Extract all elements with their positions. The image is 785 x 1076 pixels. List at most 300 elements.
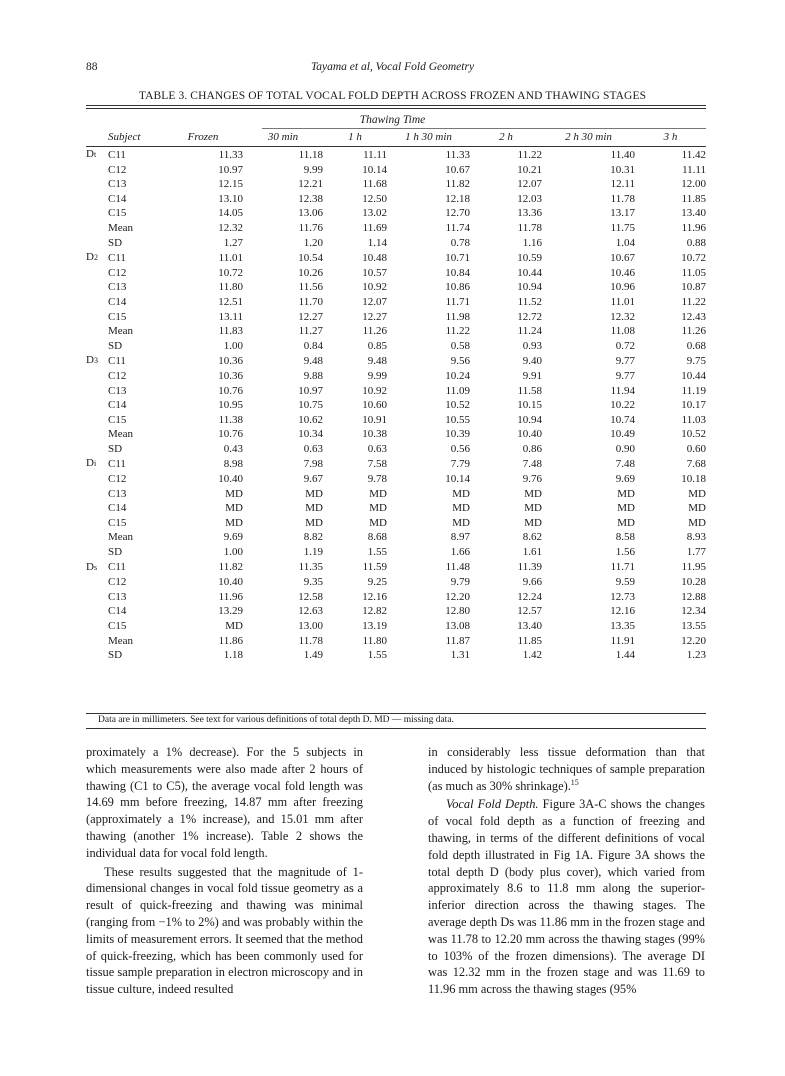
table-cell: 10.28 (681, 576, 706, 589)
table-cell: 11.40 (610, 148, 635, 161)
table-row (86, 266, 706, 281)
table-cell: 1.56 (615, 546, 635, 559)
table-cell: 10.40 (218, 473, 243, 486)
group-label-empty (86, 442, 108, 457)
table-cell: 9.77 (615, 369, 635, 382)
table-cell: 1.42 (522, 649, 542, 662)
body-paragraph (428, 796, 705, 998)
group-label-empty (86, 236, 108, 251)
table-cell: 7.58 (367, 457, 387, 470)
group-label-main: D (86, 354, 94, 367)
group-label-empty (86, 221, 108, 236)
group-label-empty (86, 384, 108, 399)
table-cell: 13.08 (445, 620, 470, 632)
table-cell: 11.86 (218, 634, 243, 647)
table-row (86, 545, 706, 560)
table-cell: MD (369, 487, 387, 500)
table-cell: 11.33 (445, 148, 470, 161)
table-cell: 10.60 (362, 399, 387, 412)
group-label-empty (86, 206, 108, 221)
group-label-empty (86, 530, 108, 545)
row-subject: C12 (108, 369, 127, 382)
table-cell: 11.33 (218, 148, 243, 161)
table-cell: 11.91 (610, 634, 635, 647)
table-cell: 10.97 (218, 163, 243, 176)
table-row (86, 206, 706, 221)
table-row (86, 472, 706, 487)
table-cell: MD (305, 502, 323, 515)
table-cell: MD (617, 487, 635, 500)
row-subject: C15 (108, 516, 127, 529)
group-label-main: D (86, 560, 94, 573)
table-cell: 10.67 (445, 163, 470, 176)
table-cell: 9.75 (686, 354, 706, 367)
table-row (86, 384, 706, 399)
table-title: TABLE 3. CHANGES OF TOTAL VOCAL FOLD DEPTH ACROSS FROZEN AND THAWING STAGES (138, 90, 647, 102)
table-cell: 9.91 (522, 369, 542, 382)
group-label-empty (86, 516, 108, 531)
table-cell: 12.80 (445, 605, 470, 618)
table-cell: 12.27 (362, 310, 387, 323)
table-cell: 12.20 (681, 634, 706, 647)
table-cell: 12.18 (445, 192, 470, 205)
column-header: Subject (108, 131, 141, 143)
table-row (86, 280, 706, 295)
table-cell: 10.36 (218, 369, 243, 382)
group-label-empty (86, 545, 108, 560)
table-row (86, 487, 706, 502)
column-header: 2 h (499, 131, 513, 143)
group-label-empty (86, 648, 108, 663)
table-cell: 11.58 (517, 384, 542, 397)
table-cell: 7.48 (522, 457, 542, 470)
table-cell: 12.73 (610, 590, 635, 603)
table-cell: 13.11 (218, 310, 243, 323)
column-header: Frozen (187, 131, 219, 143)
group-label-empty (86, 295, 108, 310)
table-cell: 11.87 (445, 634, 470, 647)
table-cell: 11.18 (298, 148, 323, 161)
table-cell: MD (688, 502, 706, 515)
row-subject: C15 (108, 310, 127, 323)
body-paragraph: These results suggested that the magnitude of 1-dimensional changes in vocal fold tissue geometry as a result of quick-freezing and thawing was minimal (ranging from −1% to 2%) and was probably within the limits of measurement errors. It seemed that the method of quick-freezing, which has been commonly used for tissue sample preparation in electron microscopy and in tissue culture, indeed resulted (86, 864, 363, 997)
table-cell: 8.58 (615, 531, 635, 544)
table-row (86, 324, 706, 339)
table-cell: 10.49 (610, 428, 635, 441)
group-label-empty (86, 163, 108, 178)
table-cell: 11.96 (681, 221, 706, 234)
column-header: 30 min (267, 131, 299, 143)
table-cell: 12.50 (362, 192, 387, 205)
group-label-empty (86, 575, 108, 590)
row-subject: C15 (108, 620, 127, 632)
table-cell: 12.72 (517, 310, 542, 323)
table-cell: 10.76 (218, 384, 243, 397)
table-cell: 10.40 (517, 428, 542, 441)
paragraph-heading: Vocal Fold Depth. (446, 797, 539, 812)
table-cell: 10.57 (362, 266, 387, 279)
table-cell: MD (524, 487, 542, 500)
table-cell: 10.31 (610, 163, 635, 176)
table-cell: 10.22 (610, 399, 635, 412)
table-cell: 12.51 (218, 295, 243, 308)
table-cell: 12.11 (610, 178, 635, 191)
group-label (86, 147, 108, 163)
table-cell: 1.66 (450, 546, 470, 559)
table-cell: 11.78 (517, 221, 542, 234)
table-cell: 12.20 (445, 590, 470, 603)
table-row (86, 147, 706, 163)
table-cell: 1.04 (615, 236, 635, 249)
table-cell: 10.87 (681, 281, 706, 294)
table-cell: 0.93 (522, 339, 542, 352)
table-cell: 10.97 (298, 384, 323, 397)
table-cell: 1.00 (223, 339, 243, 352)
table-cell: 10.59 (517, 251, 542, 264)
row-subject: C14 (108, 502, 127, 515)
row-subject: SD (108, 649, 123, 662)
table-cell: 13.40 (681, 207, 706, 220)
table-cell: 11.27 (298, 325, 323, 338)
table-cell: 9.76 (522, 473, 542, 486)
table-cell: MD (452, 487, 470, 500)
table-cell: 12.43 (681, 310, 706, 323)
reference-superscript: 15 (570, 777, 579, 787)
group-label-empty (86, 487, 108, 502)
table-cell: 10.76 (218, 428, 243, 441)
table-cell: 11.69 (362, 221, 387, 234)
table-cell: 12.63 (298, 605, 323, 618)
table-cell: 11.94 (610, 384, 635, 397)
table-row (86, 501, 706, 516)
column-header: 3 h (663, 131, 678, 143)
table-cell: MD (225, 620, 243, 632)
table-row (86, 442, 706, 457)
row-subject: C13 (108, 384, 127, 397)
table-cell: 9.99 (367, 369, 387, 382)
table-cell: 8.98 (223, 457, 243, 470)
table-row (86, 192, 706, 207)
table-note: Data are in millimeters. See text for various definitions of total depth D. MD — missing data. (98, 715, 454, 725)
group-label-main: D (86, 251, 94, 264)
table-cell: 10.21 (517, 163, 542, 176)
body-paragraph (428, 744, 705, 794)
table-cell: 9.66 (522, 576, 542, 589)
group-label-subscript: t (93, 150, 97, 159)
row-subject: Mean (108, 325, 134, 338)
group-label-empty (86, 472, 108, 487)
table-cell: 13.00 (298, 620, 323, 632)
table-cell: 14.05 (218, 207, 243, 220)
row-subject: C15 (108, 207, 127, 220)
table-cell: 0.72 (615, 339, 635, 352)
table-cell: 11.26 (681, 325, 706, 338)
row-subject: C12 (108, 163, 127, 176)
table-cell: 11.22 (445, 325, 470, 338)
table-cell: 9.69 (615, 473, 635, 486)
table-cell: 13.35 (610, 620, 635, 632)
table-cell: 11.42 (681, 148, 706, 161)
table-cell: 13.10 (218, 192, 243, 205)
table-cell: 10.38 (362, 428, 387, 441)
table-cell: 10.96 (610, 281, 635, 294)
table-top-rule-2 (86, 108, 706, 109)
group-label-empty (86, 413, 108, 428)
table-cell: 9.88 (303, 369, 323, 382)
table-cell: MD (617, 516, 635, 529)
table-cell: MD (688, 487, 706, 500)
table-cell: 13.17 (610, 207, 635, 220)
table-cell: 13.29 (218, 605, 243, 618)
table-cell: 10.52 (681, 428, 706, 441)
table-cell: 0.78 (450, 236, 470, 249)
table-cell: 12.21 (298, 178, 323, 191)
table-cell: 11.01 (610, 295, 635, 308)
table-cell: 1.14 (367, 236, 387, 249)
table-cell: MD (369, 502, 387, 515)
table-cell: 10.71 (445, 251, 470, 264)
table-cell: 8.97 (450, 531, 470, 544)
table-cell: 10.92 (362, 281, 387, 294)
group-label-empty (86, 501, 108, 516)
table-cell: 11.59 (362, 561, 387, 574)
table-cell: 12.34 (681, 605, 706, 618)
table-cell: 11.35 (298, 561, 323, 574)
group-label-empty (86, 369, 108, 384)
table-top-rule (86, 105, 706, 106)
table-cell: 8.62 (522, 531, 542, 544)
table-cell: MD (305, 487, 323, 500)
table-cell: 1.00 (223, 546, 243, 559)
table-cell: 12.38 (298, 192, 323, 205)
table-cell: 1.27 (223, 236, 243, 249)
table-cell: 8.93 (686, 531, 706, 544)
table-cell: 1.18 (223, 649, 243, 662)
table-row (86, 221, 706, 236)
body-column-right (428, 744, 705, 998)
table-cell: 9.99 (303, 163, 323, 176)
group-label-empty (86, 266, 108, 281)
table-cell: 11.19 (681, 384, 706, 397)
table-row (86, 575, 706, 590)
table-cell: MD (524, 516, 542, 529)
table-cell: 10.62 (298, 413, 323, 426)
row-subject: C11 (108, 251, 126, 264)
table-row (86, 604, 706, 619)
group-label-empty (86, 634, 108, 649)
table-cell: 12.03 (517, 192, 542, 205)
table-cell: 10.26 (298, 266, 323, 279)
row-subject: C11 (108, 561, 126, 574)
table-bottom-rule (86, 713, 706, 714)
column-header: 1 h 30 min (405, 131, 452, 143)
table-cell: 10.14 (362, 163, 387, 176)
table-cell: 10.44 (681, 369, 706, 382)
table-cell: 11.98 (445, 310, 470, 323)
table-cell: 9.69 (223, 531, 243, 544)
table-cell: 10.46 (610, 266, 635, 279)
table-cell: 10.55 (445, 413, 470, 426)
row-subject: C12 (108, 473, 127, 486)
table-cell: MD (225, 516, 243, 529)
group-label-empty (86, 398, 108, 413)
table-cell: 10.14 (445, 473, 470, 486)
table-cell: 11.08 (610, 325, 635, 338)
table-cell: MD (225, 487, 243, 500)
table-cell: 13.02 (362, 207, 387, 220)
group-label-main: D (86, 148, 94, 160)
table-cell: 11.78 (610, 192, 635, 205)
table-cell: 10.75 (298, 399, 323, 412)
group-label (86, 353, 108, 369)
table-row (86, 310, 706, 325)
column-header: 1 h (348, 131, 362, 143)
table-cell: 13.19 (362, 620, 387, 632)
row-subject: C13 (108, 178, 127, 191)
table-row (86, 250, 706, 266)
table-header-row (86, 129, 706, 147)
table-cell: 0.63 (303, 442, 323, 455)
table-cell: 1.16 (522, 236, 542, 249)
table-cell: 0.85 (367, 339, 387, 352)
table-cell: 1.31 (450, 649, 470, 662)
table-cell: 9.56 (450, 354, 470, 367)
table-row (86, 236, 706, 251)
table-cell: 12.16 (362, 590, 387, 603)
row-subject: C13 (108, 487, 127, 500)
table-cell: 9.40 (522, 354, 542, 367)
group-label (86, 250, 108, 266)
table-cell: 11.39 (517, 561, 542, 574)
table-cell: 1.55 (367, 546, 387, 559)
table-cell: 12.32 (610, 310, 635, 323)
table-row (86, 369, 706, 384)
table-cell: 11.71 (610, 561, 635, 574)
table-cell: 8.82 (303, 531, 323, 544)
table-cell: MD (452, 516, 470, 529)
table-cell: 11.82 (218, 561, 243, 574)
table-cell: 1.49 (303, 649, 323, 662)
row-subject: C14 (108, 295, 127, 308)
table-cell: 0.63 (367, 442, 387, 455)
table-cell: 11.26 (362, 325, 387, 338)
table-cell: MD (225, 502, 243, 515)
table-cell: 12.32 (218, 221, 243, 234)
group-label (86, 560, 108, 576)
table-cell: 11.83 (218, 325, 243, 338)
table-cell: 0.60 (686, 442, 706, 455)
table-cell: 12.70 (445, 207, 470, 220)
table-cell: 11.05 (681, 266, 706, 279)
table-cell: 12.00 (681, 178, 706, 191)
table-cell: 12.57 (517, 605, 542, 618)
table-cell: 10.91 (362, 413, 387, 426)
table-cell: MD (617, 502, 635, 515)
table-cell: 10.18 (681, 473, 706, 486)
table-cell: 10.74 (610, 413, 635, 426)
table-cell: 9.48 (303, 354, 323, 367)
group-label-empty (86, 177, 108, 192)
table-cell: MD (452, 502, 470, 515)
row-subject: Mean (108, 634, 134, 647)
table-row (86, 516, 706, 531)
group-label-subscript: 3 (93, 356, 98, 366)
group-label-empty (86, 192, 108, 207)
row-subject: C11 (108, 148, 126, 161)
group-label-subscript: 2 (93, 253, 98, 263)
table-row (86, 339, 706, 354)
table-row (86, 295, 706, 310)
table-cell: 11.24 (517, 325, 542, 338)
table-cell: 1.20 (303, 236, 323, 249)
table-cell: 1.44 (615, 649, 635, 662)
table-cell: 12.58 (298, 590, 323, 603)
table-cell: 9.67 (303, 473, 323, 486)
table-cell: 0.58 (450, 339, 470, 352)
table-cell: 10.40 (218, 576, 243, 589)
table-row (86, 177, 706, 192)
group-label-empty (86, 604, 108, 619)
table-cell: 7.79 (450, 457, 470, 470)
table-cell: 11.78 (298, 634, 323, 647)
row-subject: C13 (108, 281, 127, 294)
table-cell: 10.34 (298, 428, 323, 441)
table-cell: 11.22 (517, 148, 542, 161)
table-row (86, 456, 706, 472)
group-label-subscript: i (93, 459, 97, 469)
group-label-empty (86, 310, 108, 325)
table-cell: 11.48 (445, 561, 470, 574)
table-cell: 8.68 (367, 531, 387, 544)
table-cell: 11.03 (681, 413, 706, 426)
table-cell: 10.86 (445, 281, 470, 294)
group-label-main: D (86, 457, 94, 470)
table-cell: 10.48 (362, 251, 387, 264)
table-row (86, 590, 706, 605)
table-row (86, 353, 706, 369)
table-cell: 11.01 (218, 251, 243, 264)
table-cell: 12.82 (362, 605, 387, 618)
page-number: 88 (86, 61, 98, 73)
table-cell: 13.36 (517, 207, 542, 220)
table-cell: 11.80 (218, 281, 243, 294)
table-cell: 13.55 (681, 620, 706, 632)
table-cell: 11.85 (517, 634, 542, 647)
table-cell: 10.36 (218, 354, 243, 367)
body-text: in considerably less tissue deformation than that induced by histologic techniques of sample preparation (as much as 30% shrinkage). (428, 745, 705, 793)
table-cell: 12.16 (610, 605, 635, 618)
data-table (86, 129, 706, 663)
body-text: Figure 3A-C shows the changes of vocal fold depth as a function of freezing and thawing, in terms of the different definitions of vocal fold depth illustrated in Fig 1A. Figure 3A shows the total depth D (body plus cover), which varied from approximately 8.6 to 11.8 mm along the superior-inferior direction across the thawing stages. The average depth Ds was 11.86 mm in the frozen stage and was 11.78 to 12.20 mm across the thawing stages (99% to 103% of the frozen dimensions). The average DI was 12.32 mm in the frozen stage and was 11.69 to 11.96 mm across the thawing stages (95% (428, 797, 705, 997)
table-cell: 1.23 (686, 649, 706, 662)
table-cell: MD (688, 516, 706, 529)
table-cell: 10.72 (218, 266, 243, 279)
table-row (86, 530, 706, 545)
thawing-time-header: Thawing Time (359, 114, 426, 126)
table-cell: 11.52 (517, 295, 542, 308)
table-cell: 1.55 (367, 649, 387, 662)
row-subject: SD (108, 442, 123, 455)
table-cell: 10.67 (610, 251, 635, 264)
table-cell: 11.74 (445, 221, 470, 234)
table-cell: 11.70 (298, 295, 323, 308)
table-row (86, 427, 706, 442)
row-subject: C13 (108, 590, 127, 603)
row-subject: C12 (108, 266, 127, 279)
table-cell: 12.88 (681, 590, 706, 603)
table-cell: 12.07 (517, 178, 542, 191)
group-label-empty (86, 280, 108, 295)
